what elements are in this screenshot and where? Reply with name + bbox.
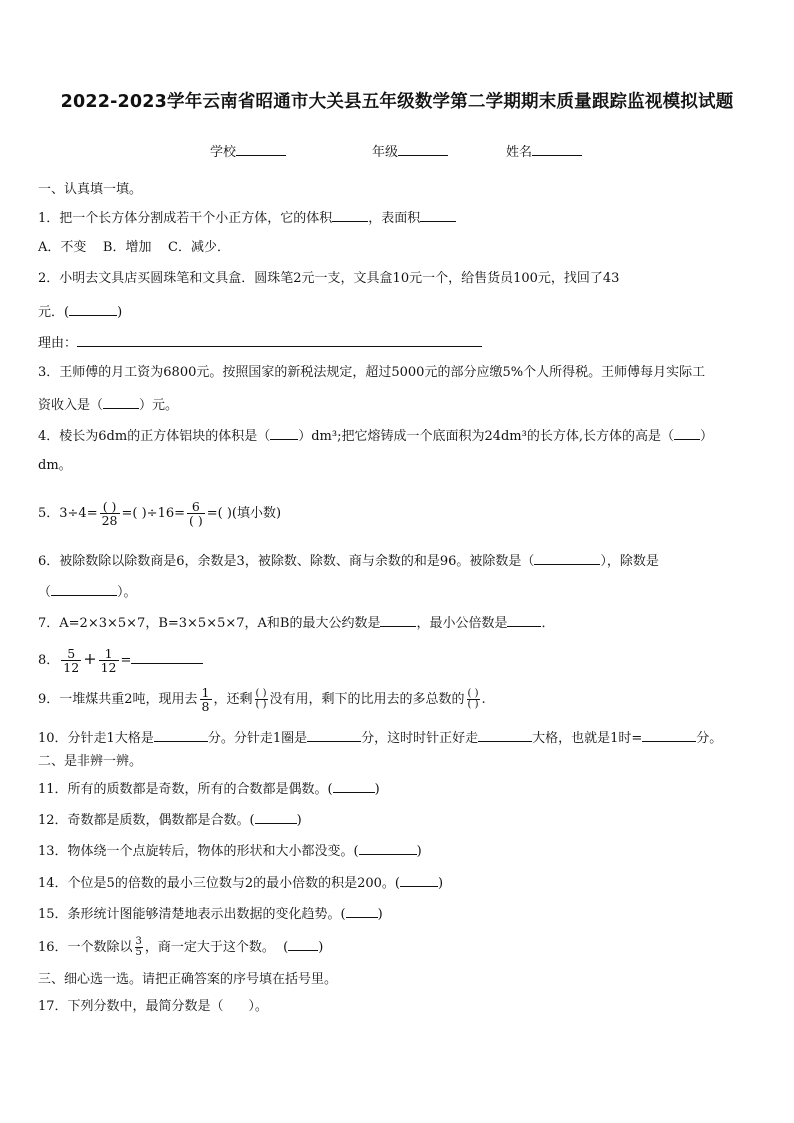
- question-1-options: A．不变 B．增加 C．减少．: [38, 240, 230, 255]
- reason-blank[interactable]: [77, 334, 482, 347]
- question-13: 13．物体绕一个点旋转后，物体的形状和大小都没变。( ): [38, 844, 422, 859]
- answer-blank[interactable]: [642, 729, 696, 742]
- answer-blank[interactable]: [332, 209, 368, 222]
- question-7: 7．A=2×3×5×7，B=3×5×5×7，A和B的最大公约数是 ，最小公倍数是 ．: [38, 616, 555, 631]
- grade-field: [372, 141, 448, 160]
- page-title: 2022-2023学年云南省昭通市大关县五年级数学第二学期期末质量跟踪监视模拟试题: [60, 92, 734, 112]
- answer-blank[interactable]: [359, 842, 417, 855]
- name-label: 姓名: [506, 145, 533, 160]
- question-9: 9．一堆煤共重2吨，现用去 $\frac{1}{8}$ ，还剩 $\frac{( )}{( )}$ 没有用，剩下的比用去的多总数的 $\frac{( )}{( )}$ .: [38, 685, 486, 714]
- question-6: 6．被除数除以除数商是6，余数是3，被除数、除数、商与余数的和是96。被除数是（ ），除数是: [38, 554, 659, 569]
- question-4: 4．棱长为6dm的正方体铝块的体积是（ ）dm³;把它熔铸成一个底面积为24dm³的长方体,长方体的高是（ ）: [38, 429, 713, 444]
- answer-blank[interactable]: [69, 303, 117, 316]
- school-blank[interactable]: [236, 143, 286, 156]
- answer-blank[interactable]: [420, 209, 456, 222]
- question-14: 14．个位是5的倍数的最小三位数与2的最小倍数的积是200。( ): [38, 876, 444, 891]
- question-17: 17．下列分数中，最简分数是（ ）。: [38, 999, 268, 1014]
- question-16: 16．一个数除以 $\frac{3}{5}$ ，商一定大于这个数。 ( ): [38, 936, 324, 958]
- answer-blank[interactable]: [307, 729, 361, 742]
- answer-blank[interactable]: [288, 938, 318, 951]
- answer-blank[interactable]: [534, 552, 600, 565]
- question-11: 11．所有的质数都是奇数，所有的合数都是偶数。( ): [38, 782, 380, 797]
- answer-blank[interactable]: [478, 729, 532, 742]
- question-3-cont: 资收入是（ ）元。: [38, 398, 179, 413]
- question-5: 5．3÷4= $\frac{( )}{28}$ =( )÷16= $\frac{6}{( )}$ =( )(填小数): [38, 499, 282, 528]
- question-12: 12．奇数都是质数，偶数都是合数。( ): [38, 813, 302, 828]
- question-2: 2．小明去文具店买圆珠笔和文具盒．圆珠笔2元一支，文具盒10元一个，给售货员100元，找回了43: [38, 271, 620, 286]
- question-4-cont: dm。: [38, 458, 72, 473]
- question-8: 8． $\frac{5}{12}$ + $\frac{1}{12}$ =: [38, 643, 203, 677]
- answer-blank[interactable]: [674, 427, 700, 440]
- answer-blank[interactable]: [154, 729, 208, 742]
- question-15: 15．条形统计图能够清楚地表示出数据的变化趋势。( ): [38, 907, 383, 922]
- question-10: 10．分针走1大格是 分。分针走1圈是 分，这时时针正好走 大格，也就是1时= 分。: [38, 731, 723, 746]
- question-2-answer: 元．( ): [38, 305, 123, 320]
- answer-blank[interactable]: [270, 427, 298, 440]
- answer-blank[interactable]: [51, 583, 117, 596]
- name-blank[interactable]: [532, 143, 582, 156]
- grade-label: 年级: [372, 145, 399, 160]
- answer-blank[interactable]: [255, 811, 297, 824]
- answer-blank[interactable]: [103, 396, 139, 409]
- question-2-reason: 理由：: [38, 334, 482, 352]
- school-label: 学校: [210, 145, 237, 160]
- question-3: 3．王师傅的月工资为6800元。按照国家的新税法规定，超过5000元的部分应缴5%个人所得税。王师傅每月实际工: [38, 365, 706, 380]
- answer-blank[interactable]: [333, 780, 375, 793]
- section-2-heading: 二、是非辨一辨。: [38, 754, 143, 769]
- answer-blank[interactable]: [507, 614, 541, 627]
- school-field: [210, 141, 286, 160]
- name-field: [506, 141, 582, 160]
- answer-blank[interactable]: [380, 614, 416, 627]
- answer-blank[interactable]: [346, 905, 378, 918]
- answer-blank[interactable]: [400, 874, 438, 887]
- question-6-cont: （ ）。: [38, 585, 137, 600]
- answer-blank[interactable]: [131, 651, 203, 664]
- section-3-heading: 三、细心选一选。请把正确答案的序号填在括号里。: [38, 972, 338, 987]
- question-1: 1．把一个长方体分割成若干个小正方体，它的体积 ，表面积: [38, 209, 456, 227]
- section-1-heading: 一、认真填一填。: [38, 182, 143, 197]
- grade-blank[interactable]: [398, 143, 448, 156]
